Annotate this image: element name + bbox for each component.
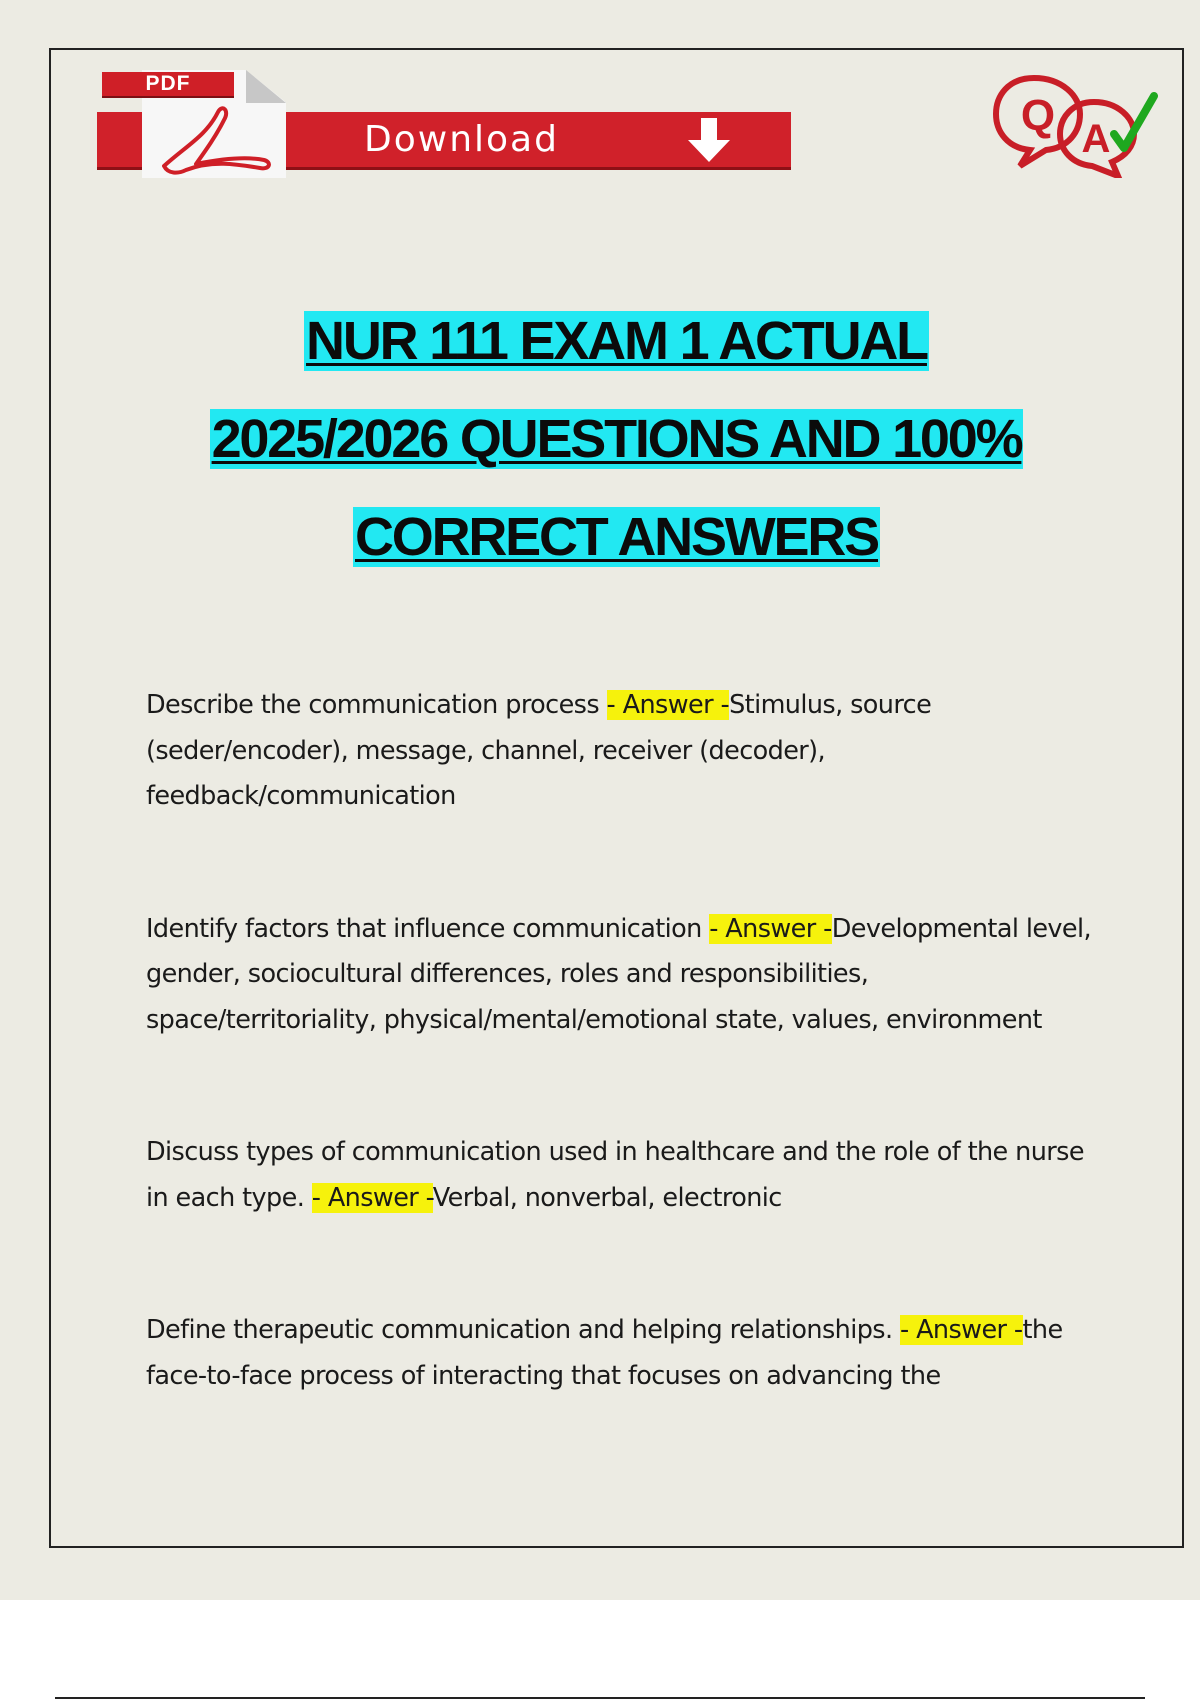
footer-rule (55, 1697, 1145, 1699)
qa-item (146, 1130, 1096, 1221)
download-label: Download (364, 119, 559, 160)
question-text: Define therapeutic communication and helping relationships. (146, 1315, 900, 1345)
qa-item (146, 683, 1096, 820)
q-letter: Q (1020, 91, 1056, 140)
acrobat-icon (156, 106, 276, 178)
answer-text: the face-to-face process of interacting that focuses on advancing the (146, 1315, 1063, 1391)
title-line-2 (49, 404, 1184, 475)
pdf-download-banner[interactable] (96, 70, 796, 180)
question-text: Identify factors that influence communication (146, 913, 710, 944)
answer-marker: - Answer - (899, 1315, 1023, 1345)
answer-text: Developmental level, gender, sociocultural differences, roles and responsibilities, space/territoriality, physical/mental/emotional state, values, environment (146, 913, 1091, 1035)
document-title (49, 306, 1184, 600)
title-line-3-text: CORRECT ANSWERS (354, 507, 878, 567)
question-text: Describe the communication process (146, 690, 607, 720)
a-letter: A (1081, 117, 1111, 161)
qa-item (146, 907, 1096, 1044)
title-line-2-text: 2025/2026 QUESTIONS AND 100% (211, 409, 1022, 469)
answer-marker: - Answer - (606, 690, 730, 720)
download-arrow-icon (686, 116, 732, 164)
qa-logo-icon (990, 68, 1160, 178)
answer-text: Verbal, nonverbal, electronic (432, 1182, 782, 1213)
title-line-1-text: NUR 111 EXAM 1 ACTUAL (306, 311, 927, 371)
answer-marker: - Answer - (709, 913, 832, 944)
page-fold (246, 70, 286, 103)
title-line-1 (49, 306, 1184, 377)
question-text: Discuss types of communication used in healthcare and the role of the nurse in each type. (146, 1137, 1084, 1213)
qa-list (146, 683, 1096, 1399)
answer-text: Stimulus, source (seder/encoder), message, channel, receiver (decoder), feedback/communication (146, 690, 932, 811)
title-line-3 (49, 502, 1184, 573)
answer-marker: - Answer - (311, 1182, 433, 1213)
pdf-label: PDF (102, 72, 234, 98)
qa-item (146, 1308, 1096, 1399)
